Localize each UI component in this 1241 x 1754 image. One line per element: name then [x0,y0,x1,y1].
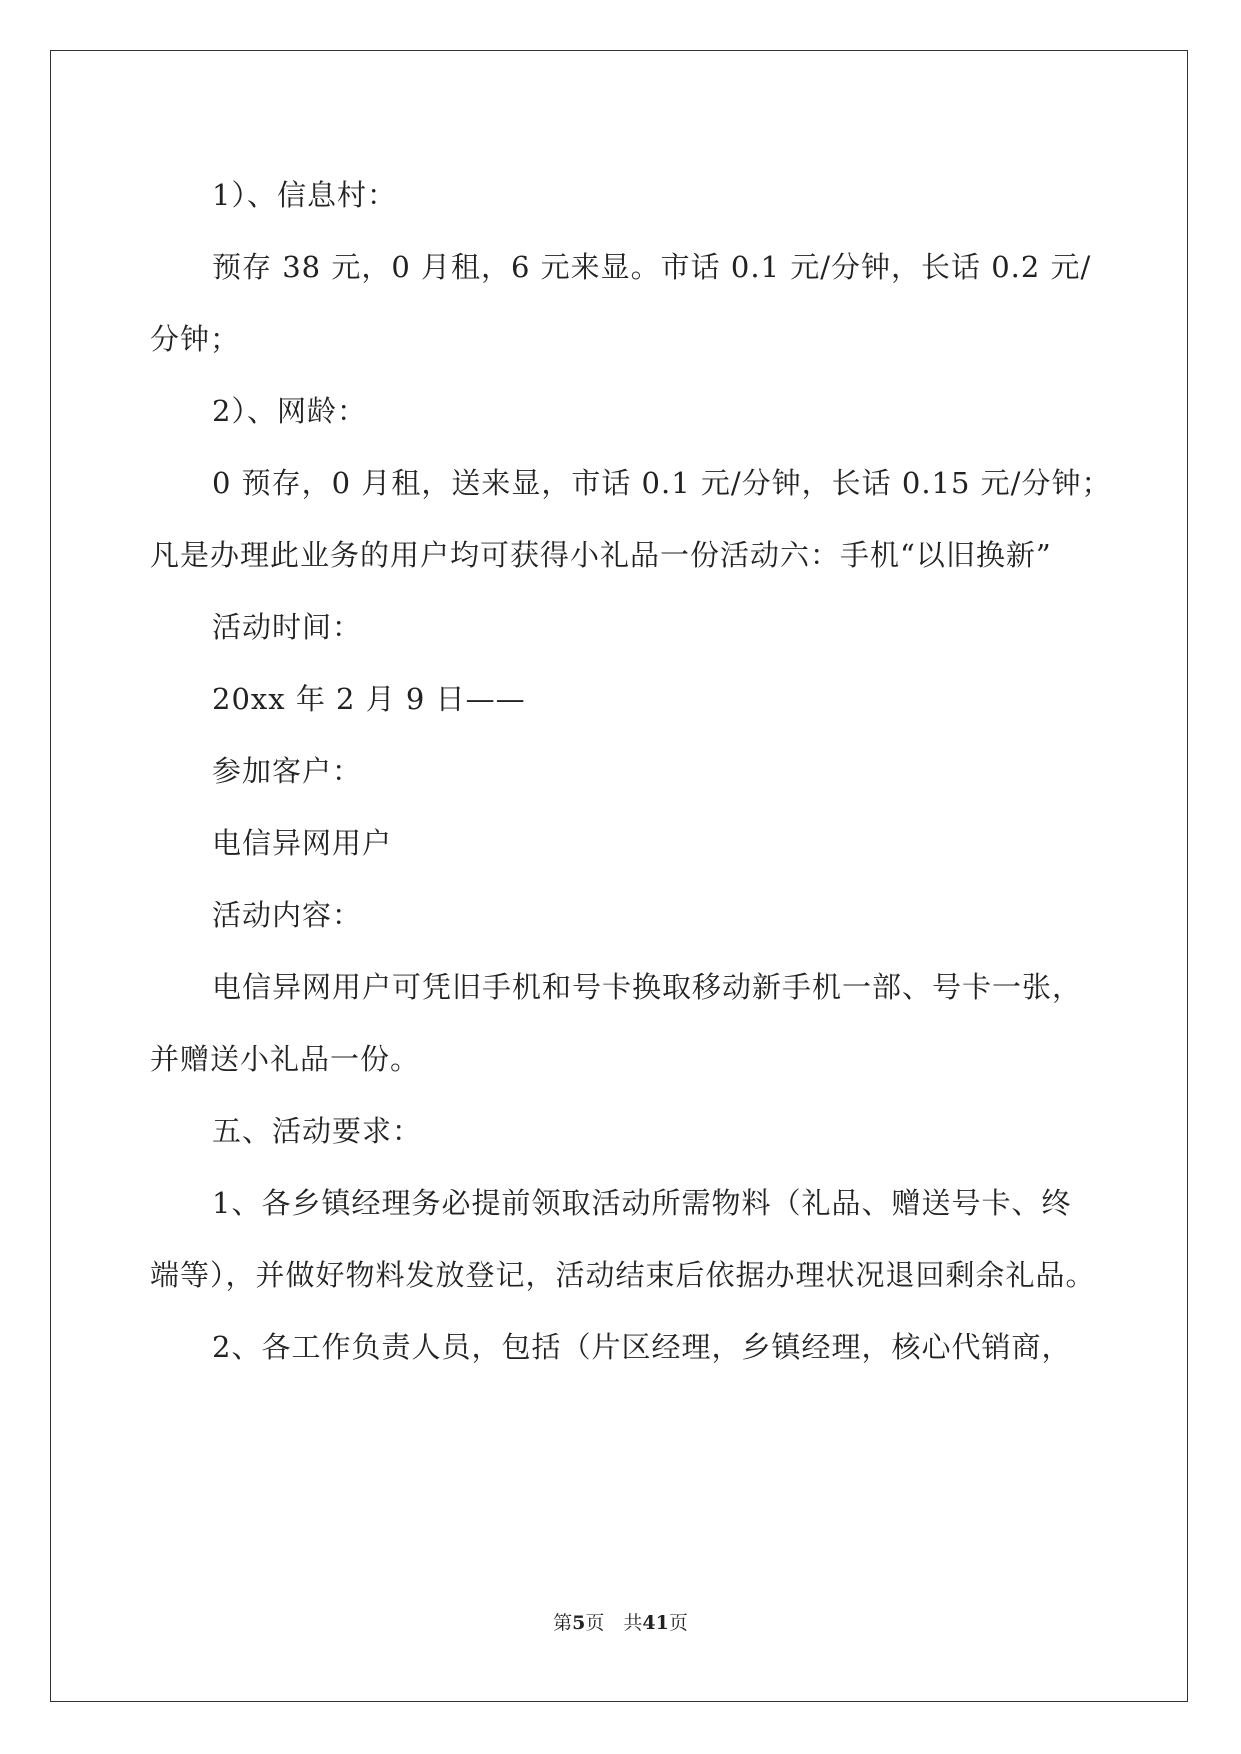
paragraph-line: 分钟； [150,322,241,356]
paragraph-line: 电信异网用户可凭旧手机和号卡换取移动新手机一部、号卡一张， [212,970,1083,1004]
page-footer [0,1608,1241,1635]
footer-prefix: 第 [553,1612,573,1634]
paragraph-line: 参加客户： [212,754,363,788]
total-page-count: 41 [642,1612,669,1634]
paragraph-line: 0 预存，0 月租，送来显，市话 0.1 元/分钟，长话 0.15 元/分钟； [212,466,1112,500]
paragraph-line: 端等），并做好物料发放登记，活动结束后依据办理状况退回剩余礼品。 [150,1258,1096,1292]
footer-mid: 页 共 [585,1612,643,1634]
paragraph-line: 预存 38 元，0 月租，6 元来显。市话 0.1 元/分钟，长话 0.2 元/ [212,250,1092,284]
current-page-number: 5 [572,1612,586,1634]
paragraph-line: 20xx 年 2 月 9 日—— [212,682,526,716]
document-body [150,165,1110,1377]
paragraph-line: 凡是办理此业务的用户均可获得小礼品一份活动六：手机“以旧换新” [150,538,1052,572]
paragraph-line: 2、各工作负责人员，包括（片区经理，乡镇经理，核心代销商， [212,1330,1072,1364]
paragraph-line: 电信异网用户 [212,826,393,860]
footer-suffix: 页 [668,1612,688,1634]
paragraph-line: 并赠送小礼品一份。 [150,1042,421,1076]
paragraph-line: 活动内容： [212,898,363,932]
paragraph-line: 活动时间： [212,610,363,644]
paragraph-line: 2）、网龄： [212,394,367,428]
paragraph-line: 五、活动要求： [212,1114,423,1148]
paragraph-line: 1）、信息村： [212,178,397,212]
paragraph-line: 1、各乡镇经理务必提前领取活动所需物料（礼品、赠送号卡、终 [212,1186,1072,1220]
